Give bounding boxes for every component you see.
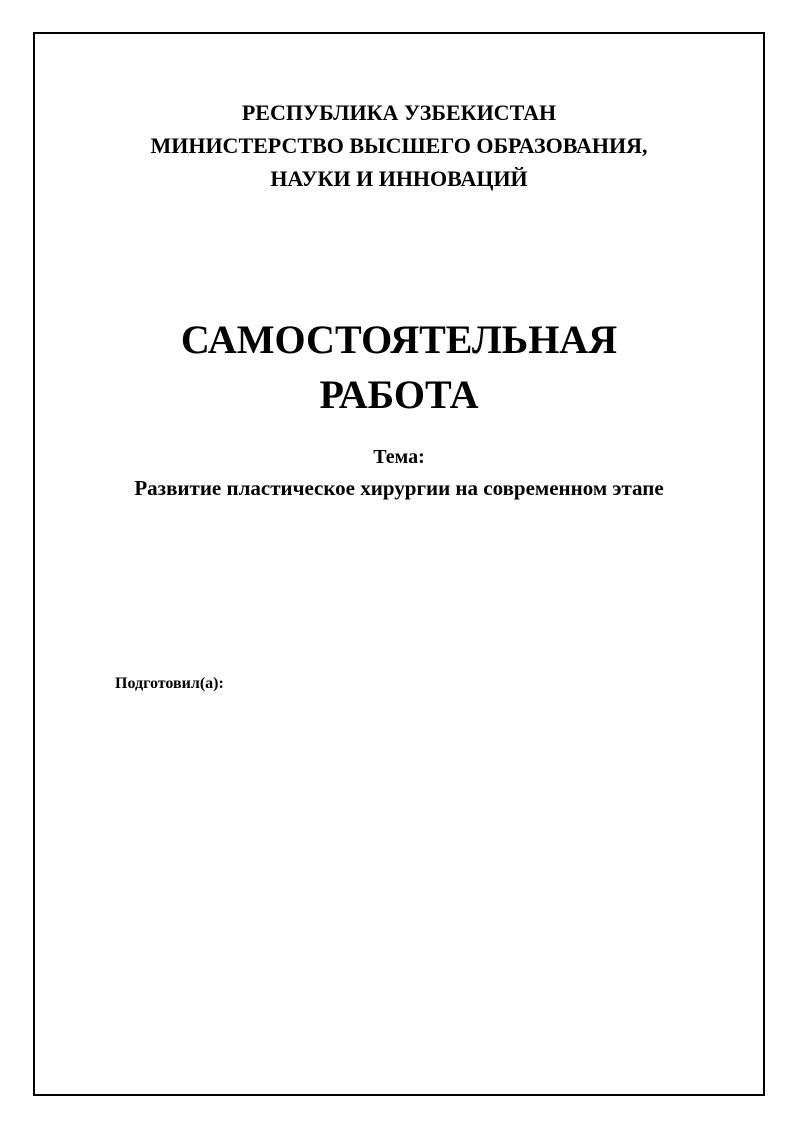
topic-text: Развитие пластическое хирургии на современном этапе bbox=[134, 476, 664, 500]
topic-label: Тема: bbox=[373, 446, 425, 468]
header-ministry-continued: НАУКИ И ИННОВАЦИЙ bbox=[270, 166, 528, 191]
institution-header bbox=[33, 96, 765, 195]
title-line-1: САМОСТОЯТЕЛЬНАЯ bbox=[180, 317, 618, 362]
title-line-2: РАБОТА bbox=[319, 372, 479, 417]
header-ministry: МИНИСТЕРСТВО ВЫСШЕГО ОБРАЗОВАНИЯ, bbox=[150, 133, 648, 158]
document-title bbox=[3, 312, 795, 422]
header-country: РЕСПУБЛИКА УЗБЕКИСТАН bbox=[241, 100, 557, 125]
prepared-by-label: Подготовил(а): bbox=[115, 675, 224, 692]
